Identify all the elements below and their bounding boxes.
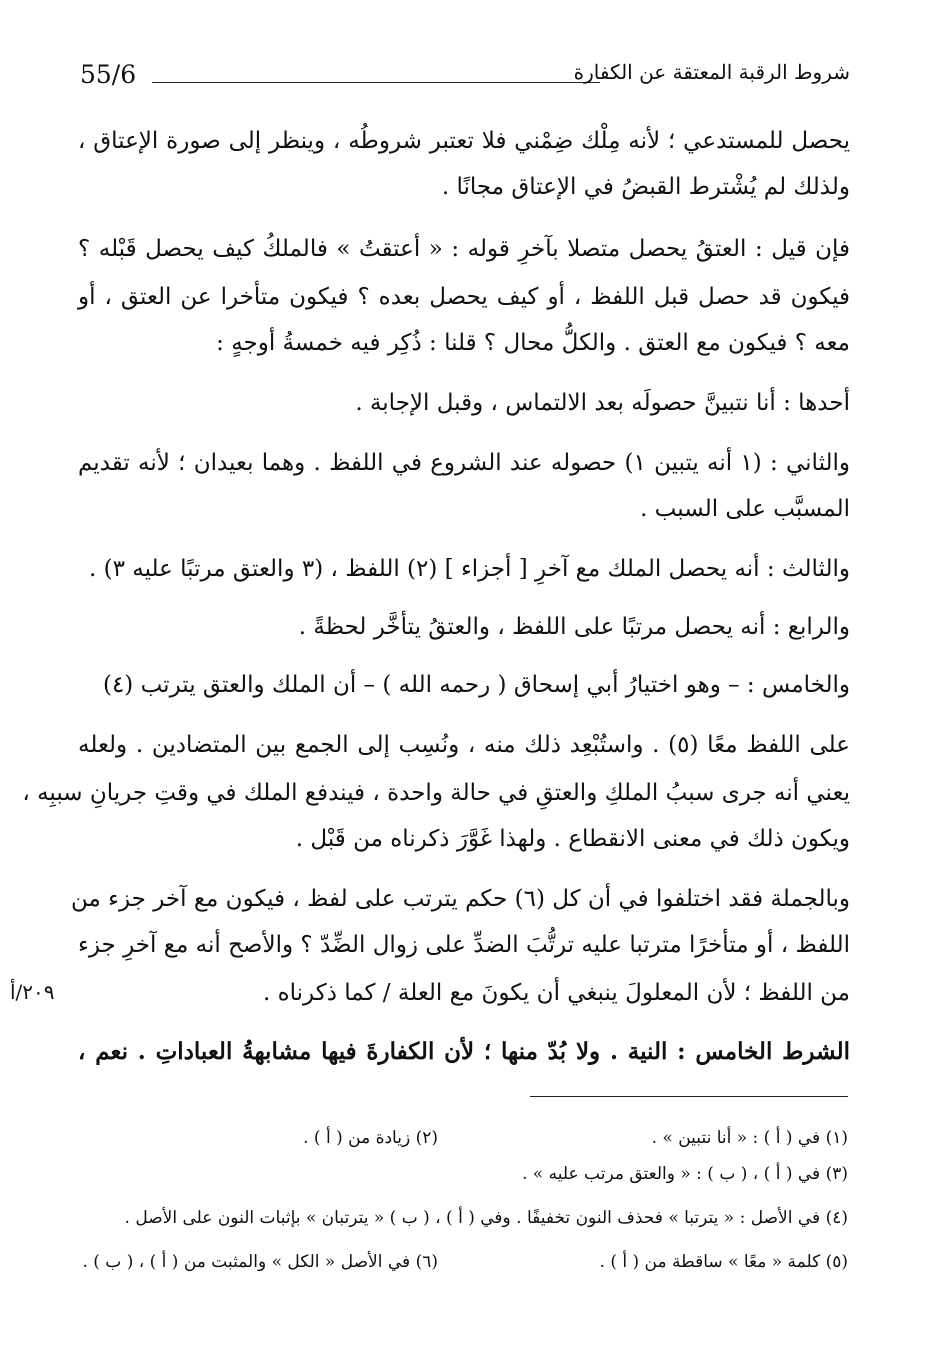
text-line: معه ؟ فيكون مع العتق . والكلُّ محال ؟ قلنا : ذُكِر فيه خمسةُ أوجهٍ : [216, 330, 850, 356]
footnote-rule [530, 1096, 848, 1097]
text-line: والثاني : (١ أنه يتبين ١) حصوله عند الشروع في اللفظ . وهما بعيدان ؛ لأنه تقديم [78, 450, 851, 476]
text-line: والخامس : – وهو اختيارُ أبي إسحاق ( رحمه الله ) – أن الملك والعتق يترتب (٤) [102, 672, 850, 698]
text-line: من اللفظ ؛ لأن المعلولَ ينبغي أن يكونَ مع العلة / كما ذكرناه . [262, 980, 850, 1006]
text-line: ويكون ذلك في معنى الانقطاع . ولهذا غَوَّرَ ذكرناه من قَبْل . [295, 826, 850, 852]
text-line: فإن قيل : العتقُ يحصل متصلا بآخرِ قوله : « أعتقتُ » فالملكُ كيف يحصل قَبْله ؟ [78, 236, 850, 262]
text-line: يحصل للمستدعي ؛ لأنه مِلْك ضِمْني فلا تعتبر شروطُه ، وينظر إلى صورة الإعتاق ، [78, 128, 850, 154]
folio-margin-note: ٢٠٩/أ [10, 980, 55, 1004]
footnote-4: (٤) في الأصل : « يترتبا » فحذف النون تخفيفًا . وفي ( أ ) ، ( ب ) « يترتبان » بإثبات النون على الأصل . [124, 1208, 848, 1228]
text-line: والرابع : أنه يحصل مرتبًا على اللفظ ، والعتقُ يتأخَّر لحظةً . [298, 614, 850, 640]
text-line: يعني أنه جرى سببُ الملكِ والعتقِ في حالة واحدة ، فيندفع الملك في وقتِ جريانِ سببِه ، [22, 780, 850, 806]
text-line: وبالجملة فقد اختلفوا في أن كل (٦) حكم يترتب على لفظ ، فيكون مع آخر جزء من [71, 886, 850, 912]
text-line: المسبَّب على السبب . [640, 496, 850, 522]
text-line: فيكون قد حصل قبل اللفظ ، أو كيف يحصل بعده ؟ فيكون متأخرا عن العتق ، أو [78, 284, 850, 310]
footnote-5: (٥) كلمة « معًا » ساقطة من ( أ ) . [599, 1252, 848, 1272]
text-line: أحدها : أنا نتبينَّ حصولَه بعد الالتماس ، وقبل الإجابة . [355, 390, 850, 416]
text-line: على اللفظ معًا (٥) . واستُبْعِد ذلك منه ، ونُسِب إلى الجمع بين المتضادين . ولعله [78, 732, 850, 758]
text-line: اللفظ ، أو متأخرًا مترتبا عليه ترتُّبَ الضدِّ على زوال الضِّدّ ؟ والأصح أنه مع آخرِ جزء [78, 932, 850, 958]
page-number: 55/6 [80, 60, 137, 89]
text-line: الشرط الخامس : النية . ولا بُدّ منها ؛ لأن الكفارةَ فيها مشابهةُ العباداتِ . نعم ، [78, 1038, 850, 1065]
text-line: والثالث : أنه يحصل الملك مع آخرِ [ أجزاء ] (٢) اللفظ ، (٣ والعتق مرتبًا عليه ٣) . [88, 556, 850, 582]
footnote-1: (١) في ( أ ) : « أنا نتبين » . [651, 1128, 848, 1148]
running-title: شروط الرقبة المعتقة عن الكفارة [573, 60, 850, 84]
text-line: ولذلك لم يُشْترط القبضُ في الإعتاق مجانًا . [441, 174, 850, 200]
footnote-6: (٦) في الأصل « الكل » والمثبت من ( أ ) ، ( ب ) . [82, 1252, 438, 1272]
footnote-3: (٣) في ( أ ) ، ( ب ) : « والعتق مرتب عليه » . [522, 1164, 848, 1184]
footnote-2: (٢) زيادة من ( أ ) . [303, 1128, 438, 1148]
